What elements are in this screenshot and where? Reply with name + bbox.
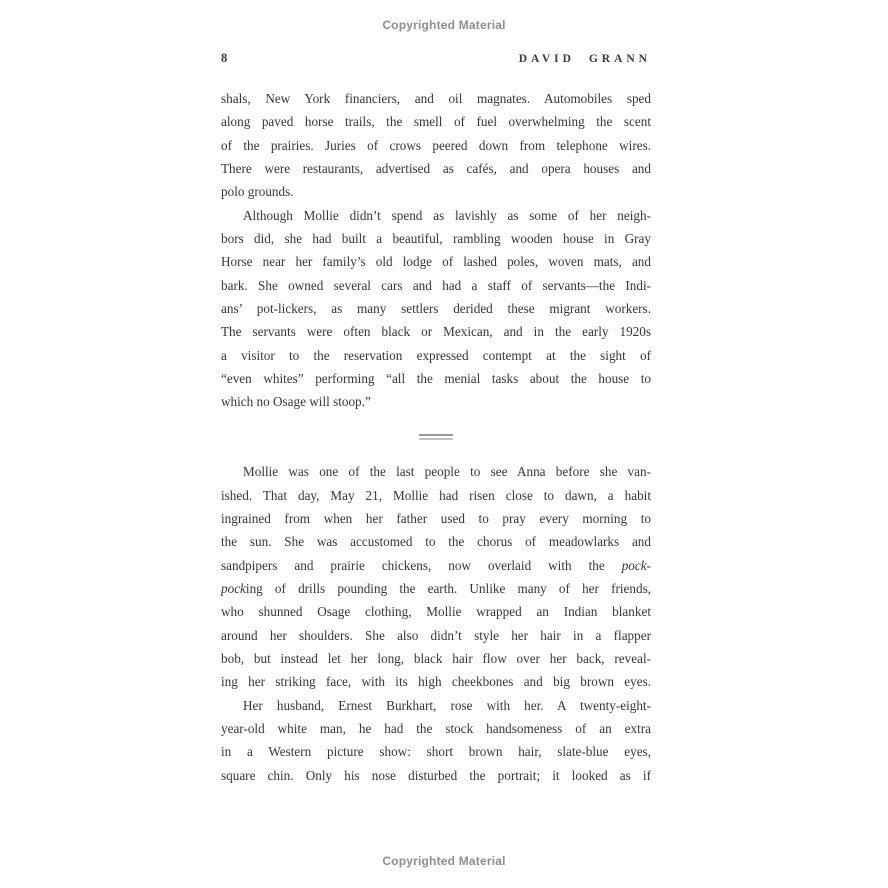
page-number: 8: [221, 51, 228, 65]
body-line: ingrained from when her father used to pray every morning to: [221, 510, 651, 526]
italic-text: pock-: [621, 557, 651, 573]
body-line: bob, but instead let her long, black hair flow over her back, reveal-: [221, 650, 651, 666]
body-line: around her shoulders. She also didn’t style her hair in a flapper: [221, 627, 651, 643]
body-text: [221, 87, 651, 787]
body-line: “even whites” performing “all the menial tasks about the house to: [221, 370, 651, 386]
body-line: which no Osage will stoop.”: [221, 394, 371, 410]
body-line: the sun. She was accustomed to the chorus of meadowlarks and: [221, 534, 651, 550]
body-paragraph: [221, 204, 651, 414]
body-line: shals, New York financiers, and oil magnates. Automobiles sped: [221, 91, 651, 106]
body-line: in a Western picture show: short brown hair, slate-blue eyes,: [221, 744, 651, 760]
body-paragraph: [221, 87, 651, 204]
body-line: [221, 577, 651, 600]
body-line: ing her striking face, with its high cheekbones and big brown eyes.: [221, 674, 651, 690]
body-line: Horse near her family’s old lodge of lashed poles, woven mats, and: [221, 254, 651, 270]
body-line: ans’ pot-lickers, as many settlers derided these migrant workers.: [221, 300, 651, 316]
body-line: Her husband, Ernest Burkhart, rose with her. A twenty-eight-: [243, 697, 651, 713]
divider-line: [419, 438, 453, 440]
body-line: bark. She owned several cars and had a staff of servants—the Indi-: [221, 277, 651, 293]
body-line: of the prairies. Juries of crows peered down from telephone wires.: [221, 137, 651, 153]
body-line: square chin. Only his nose disturbed the portrait; it looked as if: [221, 767, 651, 783]
body-line: ished. That day, May 21, Mollie had risen close to dawn, a habit: [221, 487, 651, 503]
body-line: bors did, she had built a beautiful, rambling wooden house in Gray: [221, 230, 651, 246]
running-header: [221, 51, 651, 66]
body-line: The servants were often black or Mexican, and in the early 1920s: [221, 324, 651, 340]
copyright-notice-bottom: Copyrighted Material: [382, 854, 506, 868]
body-paragraph: [221, 460, 651, 693]
italic-text: pock: [221, 580, 246, 596]
body-line: who shunned Osage clothing, Mollie wrapped an Indian blanket: [221, 604, 651, 620]
body-line: Although Mollie didn’t spend as lavishly as some of her neigh-: [243, 207, 651, 223]
running-header-author: DAVID GRANN: [518, 53, 651, 65]
body-line: polo grounds.: [221, 184, 294, 200]
body-line: a visitor to the reservation expressed contempt at the sight of: [221, 347, 651, 363]
copyright-notice-top: Copyrighted Material: [382, 18, 506, 32]
body-line: year-old white man, he had the stock handsomeness of an extra: [221, 720, 651, 736]
regular-text: ing of drills pounding the earth. Unlike many of her friends,: [245, 580, 651, 596]
body-line: There were restaurants, advertised as cafés, and opera houses and: [221, 160, 651, 176]
body-line: [221, 554, 651, 577]
body-line: Mollie was one of the last people to see Anna before she van-: [243, 464, 651, 480]
body-paragraph: [221, 694, 651, 787]
section-break-divider: [221, 414, 651, 461]
regular-text: sandpipers and prairie chickens, now overlaid with the: [221, 557, 622, 573]
divider-line: [419, 434, 453, 436]
body-line: along paved horse trails, the smell of fuel overwhelming the scent: [221, 114, 651, 130]
